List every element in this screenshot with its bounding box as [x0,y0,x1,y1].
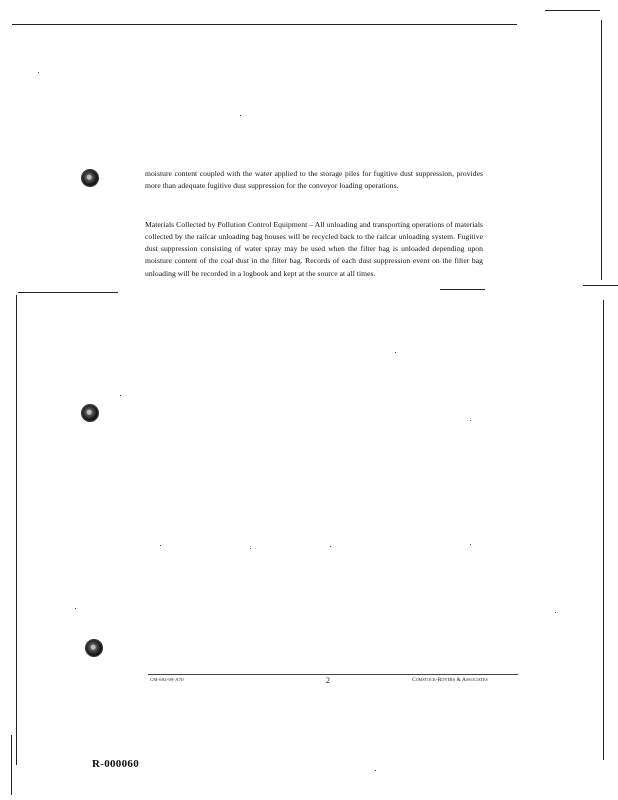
scan-speck [330,546,331,547]
footer-document-code: CM-602-09-A70 [150,677,184,682]
paragraph-pollution-control-materials: Materials Collected by Pollution Control Equipment – All unloading and transporting operations of materials collected by the railcar unloading bag houses will be recycled back to the railcar unloading system. Fugitive dust suppression consisting of water spray may be used when the filter bag is unloaded depending upon moisture content of the coal dust in the filter bag. Records of each dust suppression event on the filter bag unloading will be recorded in a logbook and kept at the source at all times. [145,219,483,278]
scan-speck [395,352,396,353]
scan-top-edge-line [12,24,517,25]
bates-number: R-000060 [92,758,140,770]
scan-mid-fold-line-right [440,289,485,290]
footer-page-number: 2 [326,676,330,685]
punch-hole-middle [82,405,98,421]
scan-top-right-line [545,10,600,11]
scan-left-edge-line [16,295,17,765]
scan-speck [470,420,471,421]
punch-hole-bottom [86,640,102,656]
scan-speck [120,395,121,396]
scan-speck [75,608,76,609]
scan-speck [375,770,376,771]
punch-hole-top [82,170,98,186]
scan-right-edge-line [601,20,602,280]
scan-mid-fold-line [18,292,118,293]
scan-left-bottom-line [11,735,12,795]
scan-mid-fold-line-far-right [583,285,618,286]
scan-right-edge-line-lower [603,300,604,760]
scan-speck [470,544,471,545]
scan-speck [250,548,251,549]
scan-speck [555,612,556,613]
scan-speck [240,115,241,116]
paragraph-conveyor-dust-suppression: moisture content coupled with the water applied to the storage piles for fugitive dust suppression, provides more than adequate fugitive dust suppression for the conveyor loading operations. [145,168,483,190]
scan-speck [38,72,39,73]
footer-rule [148,674,518,675]
scan-speck [160,545,161,546]
footer-company-name: Comstock-Rovers & Associates [412,677,488,683]
